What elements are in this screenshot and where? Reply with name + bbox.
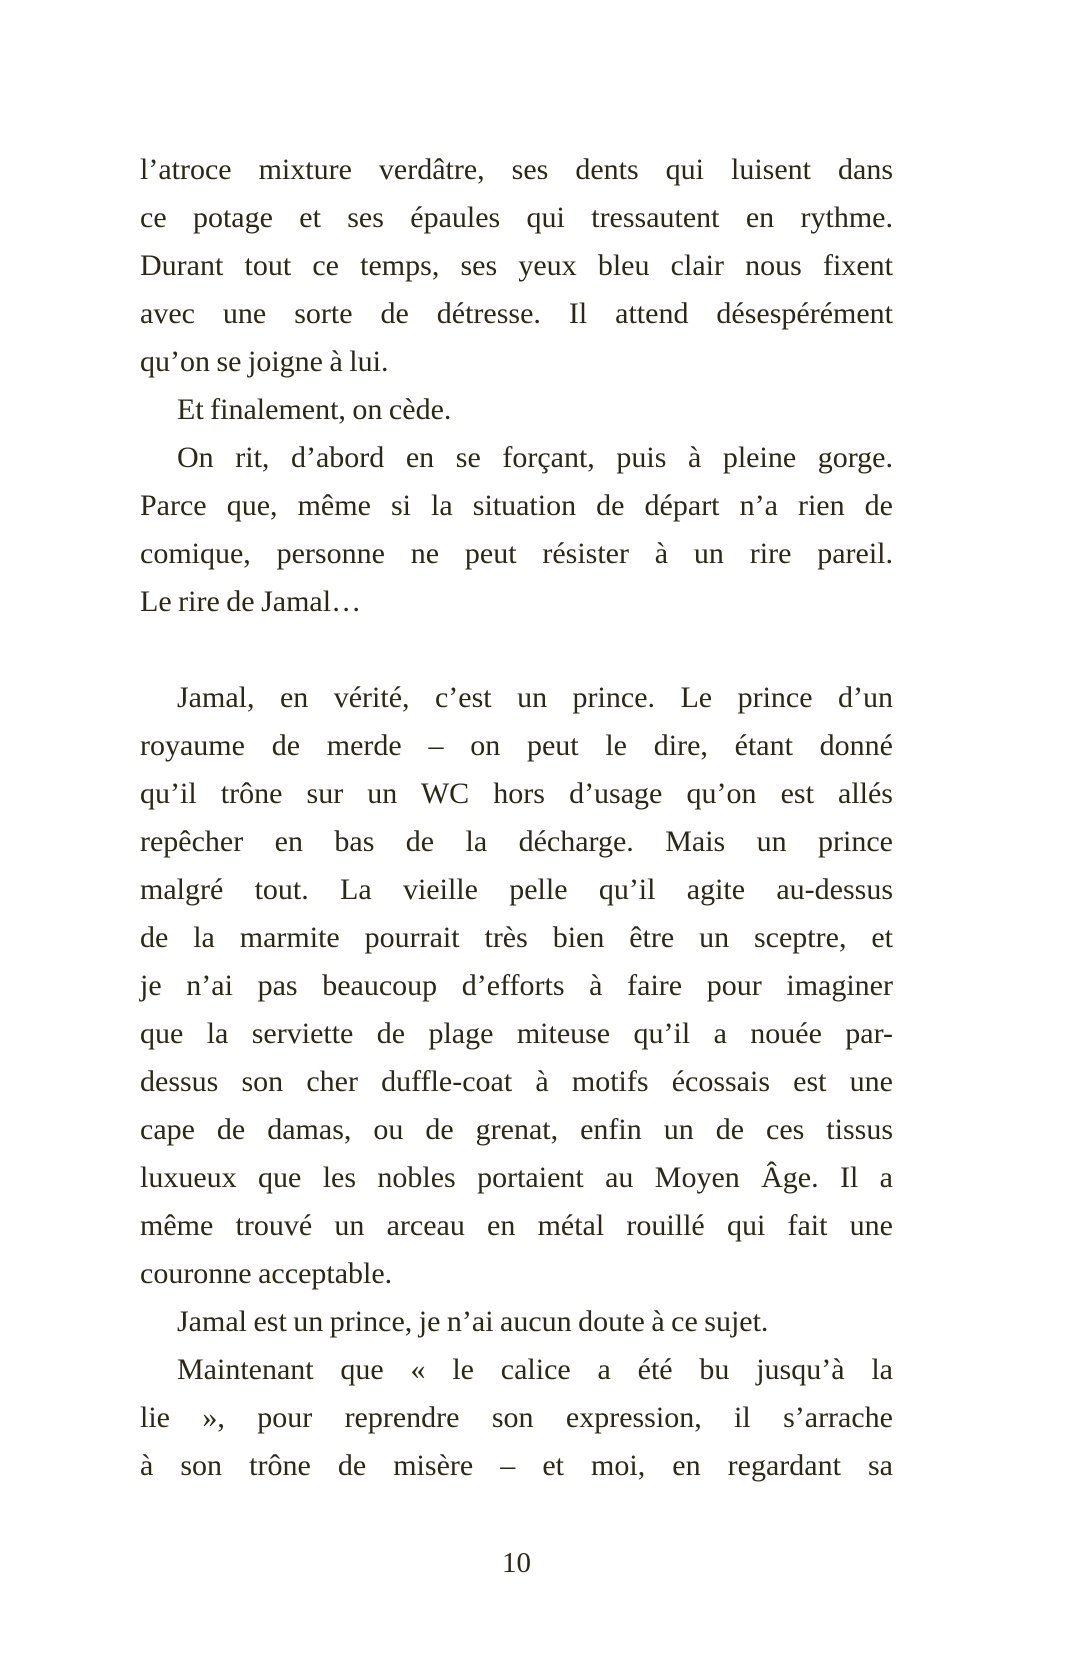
text-line: repêcher en bas de la décharge. Mais un prince <box>140 825 893 858</box>
text-line: qu’on se joigne à lui. <box>140 345 389 378</box>
text-line: malgré tout. La vieille pelle qu’il agite au-dessus <box>140 873 893 906</box>
text-line: Jamal, en vérité, c’est un prince. Le prince d’un <box>177 681 893 714</box>
text-line: lie », pour reprendre son expression, il s’arrache <box>140 1401 893 1434</box>
text-line: je n’ai pas beaucoup d’efforts à faire pour imaginer <box>140 969 893 1002</box>
text-line: avec une sorte de détresse. Il attend désespérément <box>140 297 893 330</box>
paragraph <box>140 1298 893 1346</box>
text-line: luxueux que les nobles portaient au Moyen Âge. Il a <box>140 1161 893 1194</box>
text-line: à son trône de misère – et moi, en regardant sa <box>140 1449 893 1482</box>
text-line: Durant tout ce temps, ses yeux bleu clair nous fixent <box>140 249 893 282</box>
paragraph <box>140 386 893 434</box>
paragraph <box>140 146 893 386</box>
text-line: cape de damas, ou de grenat, enfin un de ces tissus <box>140 1113 893 1146</box>
paragraph <box>140 1346 893 1490</box>
page-number: 10 <box>502 1547 531 1579</box>
text-line: Le rire de Jamal… <box>140 585 362 618</box>
text-line: couronne acceptable. <box>140 1257 393 1290</box>
text-line: Jamal est un prince, je n’ai aucun doute à ce sujet. <box>177 1305 769 1338</box>
text-line: comique, personne ne peut résister à un rire pareil. <box>140 537 893 570</box>
body-text <box>140 146 893 1490</box>
text-line: On rit, d’abord en se forçant, puis à pleine gorge. <box>177 441 893 474</box>
text-line: dessus son cher duffle-coat à motifs écossais est une <box>140 1065 893 1098</box>
text-line: l’atroce mixture verdâtre, ses dents qui luisent dans <box>140 153 893 186</box>
paragraph <box>140 434 893 626</box>
text-line: Maintenant que « le calice a été bu jusqu’à la <box>177 1353 893 1386</box>
text-line: qu’il trône sur un WC hors d’usage qu’on est allés <box>140 777 893 810</box>
section-break <box>140 626 893 674</box>
text-line: de la marmite pourrait très bien être un sceptre, et <box>140 921 893 954</box>
text-line: que la serviette de plage miteuse qu’il a nouée par- <box>140 1017 893 1050</box>
text-line: royaume de merde – on peut le dire, étant donné <box>140 729 893 762</box>
paragraph <box>140 674 893 1298</box>
text-line: Parce que, même si la situation de départ n’a rien de <box>140 489 893 522</box>
text-line: ce potage et ses épaules qui tressautent en rythme. <box>140 201 893 234</box>
text-line: Et finalement, on cède. <box>177 393 452 426</box>
text-line: même trouvé un arceau en métal rouillé qui fait une <box>140 1209 893 1242</box>
